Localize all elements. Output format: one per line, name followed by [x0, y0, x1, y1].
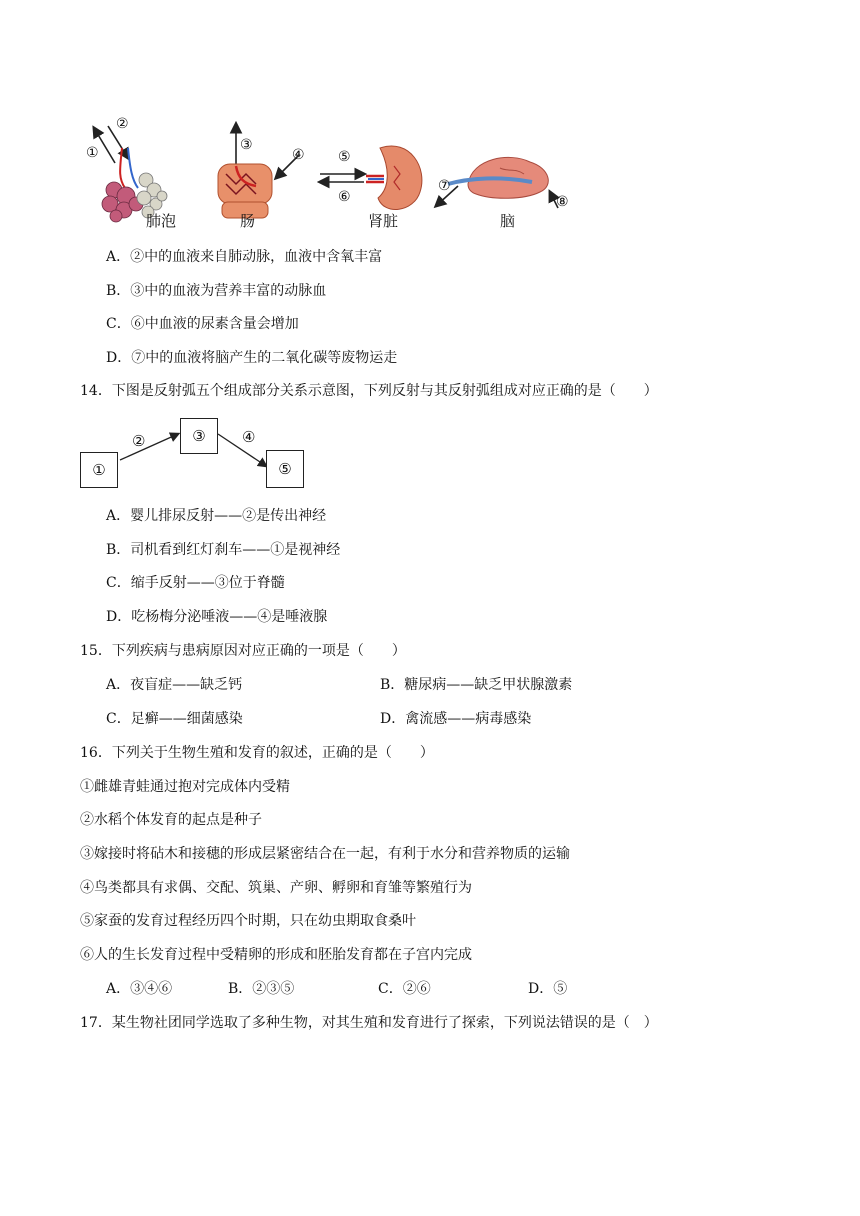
- marker-1: ①: [86, 145, 99, 161]
- q16-stem: 16．下列关于生物生殖和发育的叙述，正确的是（ ）: [80, 745, 434, 761]
- q17-stem: 17．某生物社团同学选取了多种生物，对其生殖和发育进行了探索，下列说法错误的是（ ）: [80, 1015, 658, 1031]
- label-intestine: 肠: [240, 212, 256, 230]
- q15-stem: 15．下列疾病与患病原因对应正确的一项是（ ）: [80, 643, 406, 659]
- organ-labels: [146, 212, 515, 230]
- reflex-box-3: ③: [180, 418, 218, 454]
- q13-option-b: B．③中的血液为营养丰富的动脉血: [106, 283, 327, 299]
- q13-option-d: D．⑦中的血液将脑产生的二氧化碳等废物运走: [106, 350, 398, 366]
- reflex-arrow-label-2: ②: [132, 432, 146, 450]
- q15-option-c: C．足癣——细菌感染: [106, 711, 243, 727]
- q15-option-b: B．糖尿病——缺乏甲状腺激素: [380, 677, 573, 693]
- q13-option-a: A．②中的血液来自肺动脉，血液中含氧丰富: [106, 249, 383, 265]
- q16-statement-5: ⑤家蚕的发育过程经历四个时期，只在幼虫期取食桑叶: [80, 913, 416, 929]
- marker-3: ③: [240, 137, 253, 153]
- intestine-image: [218, 124, 298, 218]
- reflex-box-5: ⑤: [266, 450, 304, 488]
- q16-statement-1: ①雌雄青蛙通过抱对完成体内受精: [80, 779, 290, 795]
- alveoli-image: [94, 126, 167, 222]
- kidney-image: [320, 146, 422, 209]
- arrow-2: [120, 434, 178, 460]
- q16-statement-2: ②水稻个体发育的起点是种子: [80, 812, 262, 828]
- label-kidney: 肾脏: [368, 212, 399, 230]
- q14-option-c: C．缩手反射——③位于脊髓: [106, 575, 285, 591]
- q16-option-c: C．②⑥: [378, 981, 431, 997]
- q16-statement-3: ③嫁接时将砧木和接穗的形成层紧密结合在一起，有利于水分和营养物质的运输: [80, 846, 570, 862]
- q14-stem: 14．下图是反射弧五个组成部分关系示意图，下列反射与其反射弧组成对应正确的是（ ）: [80, 383, 658, 399]
- organ-figure: [80, 108, 600, 236]
- q13-option-c: C．⑥中血液的尿素含量会增加: [106, 316, 299, 332]
- q14-option-b: B．司机看到红灯刹车——①是视神经: [106, 542, 341, 558]
- label-alveoli: 肺泡: [146, 212, 177, 230]
- marker-8: ⑧: [556, 194, 569, 210]
- q16-statement-4: ④鸟类都具有求偶、交配、筑巢、产卵、孵卵和育雏等繁殖行为: [80, 880, 472, 896]
- reflex-arc-diagram: [78, 414, 318, 494]
- marker-2: ②: [116, 116, 129, 132]
- reflex-arrow-label-4: ④: [242, 428, 256, 446]
- q15-option-a: A．夜盲症——缺乏钙: [106, 677, 243, 693]
- marker-7: ⑦: [438, 178, 451, 194]
- q16-option-a: A．③④⑥: [106, 981, 173, 997]
- q16-statement-6: ⑥人的生长发育过程中受精卵的形成和胚胎发育都在子宫内完成: [80, 947, 472, 963]
- q16-option-d: D．⑤: [528, 981, 568, 997]
- q14-option-d: D．吃杨梅分泌唾液——④是唾液腺: [106, 609, 328, 625]
- marker-4: ④: [292, 147, 305, 163]
- brain-image: [436, 157, 558, 208]
- marker-5: ⑤: [338, 149, 351, 165]
- q16-option-b: B．②③⑤: [228, 981, 295, 997]
- q14-option-a: A．婴儿排尿反射——②是传出神经: [106, 508, 327, 524]
- marker-6: ⑥: [338, 189, 351, 205]
- label-brain: 脑: [500, 212, 516, 230]
- q15-option-d: D．禽流感——病毒感染: [380, 711, 532, 727]
- reflex-box-1: ①: [80, 452, 118, 488]
